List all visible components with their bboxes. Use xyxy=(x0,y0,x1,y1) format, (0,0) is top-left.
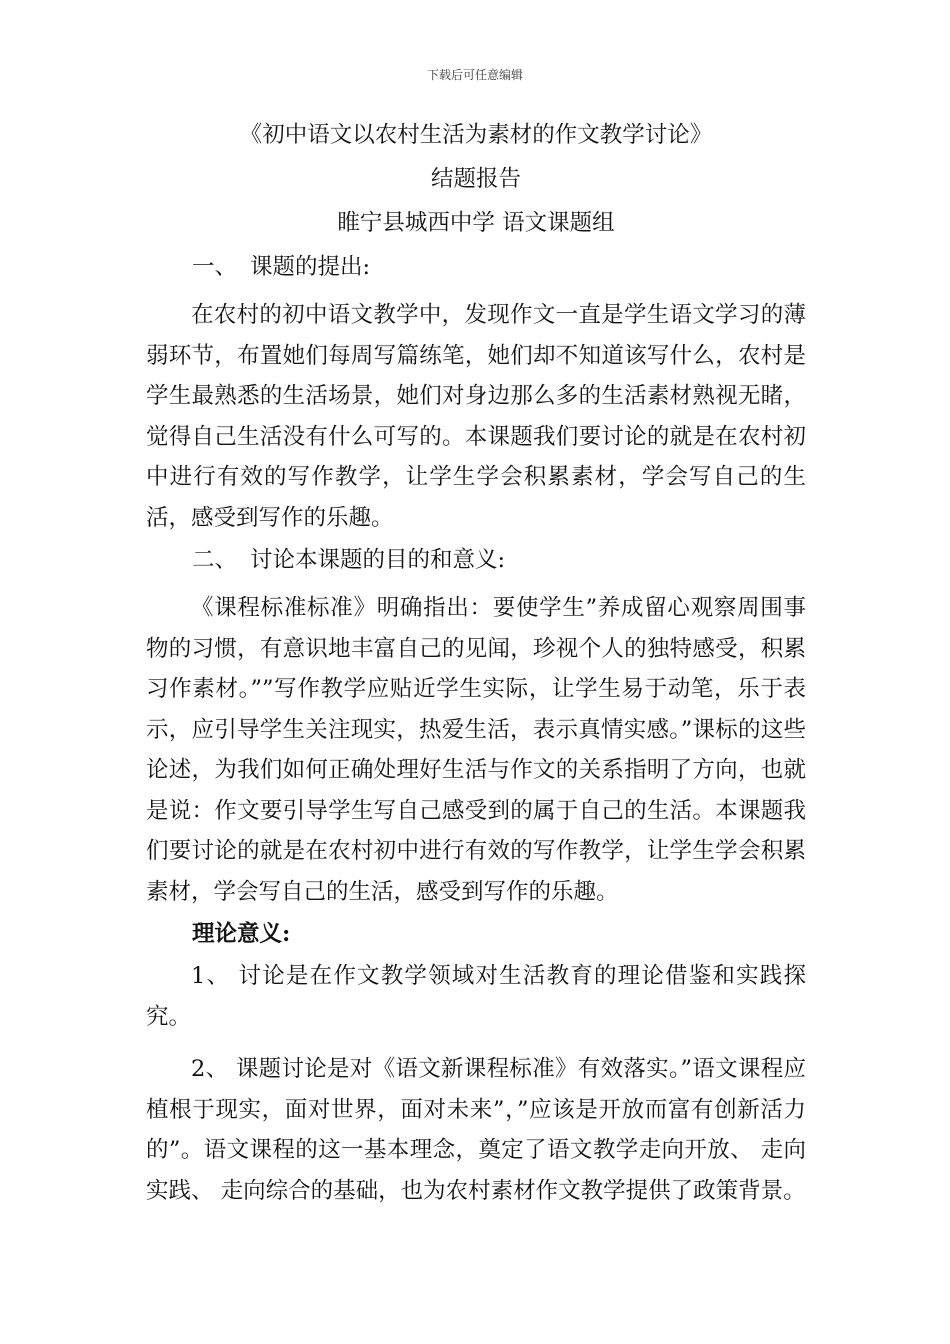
document-subtitle: 结题报告 xyxy=(430,166,521,192)
section-2-heading xyxy=(146,538,806,582)
section-1-number: 一、 xyxy=(192,254,238,280)
theory-heading: 理论意义: xyxy=(192,921,291,947)
section-1-title: 课题的提出: xyxy=(250,254,371,280)
section-1-paragraph: 在农村的初中语文教学中，发现作文一直是学生语文学习的薄弱环节，布置她们每周写篇练笔，她们却不知道该写什么，农村是学生最熟悉的生活场景，她们对身边那么多的生活素材熟视无睹，觉得自己生活没有什么可写的。本课题我们要讨论的就是在农村初中进行有效的写作教学，让学生学会积累素材，学会写自己的生活，感受到写作的乐趣。 xyxy=(146,302,806,531)
author-line: 睢宁县城西中学 语文课题组 xyxy=(337,210,615,236)
section-2-number: 二、 xyxy=(192,547,238,573)
section-2-paragraph: 《课程标准标准》明确指出：要使学生”养成留心观察周围事物的习惯，有意识地丰富自己的见闻，珍视个人的独特感受，积累习作素材。””写作教学应贴近学生实际，让学生易于动笔，乐于表示，应引导学生关注现实，热爱生活，表示真情实感。”课标的这些论述，为我们如何正确处理好生活与作文的关系指明了方向，也就是说：作文要引导学生写自己感受到的属于自己的生活。本课题我们要讨论的就是在农村初中进行有效的写作教学，让学生学会积累素材，学会写自己的生活，感受到写作的乐趣。 xyxy=(146,595,806,905)
document-title: 《初中语文以农村生活为素材的作文教学讨论》 xyxy=(239,122,713,148)
page-header-note: 下载后可任意编辑 xyxy=(426,68,523,82)
section-1-heading xyxy=(146,245,806,289)
theory-item-2: 2、 课题讨论是对《语文新课程标准》有效落实。”语文课程应植根于现实，面对世界，面对未来”，”应该是开放而富有创新活力的”。语文课程的这一基本理念，奠定了语文教学走向开放、 走向实践、 走向综合的基础，也为农村素材作文教学提供了政策背景。 xyxy=(146,1056,806,1204)
section-2-title: 讨论本课题的目的和意义: xyxy=(250,547,506,573)
document-body xyxy=(146,113,806,1211)
theory-item-1: 1、 讨论是在作文教学领域对生活教育的理论借鉴和实践探究。 xyxy=(146,963,806,1030)
